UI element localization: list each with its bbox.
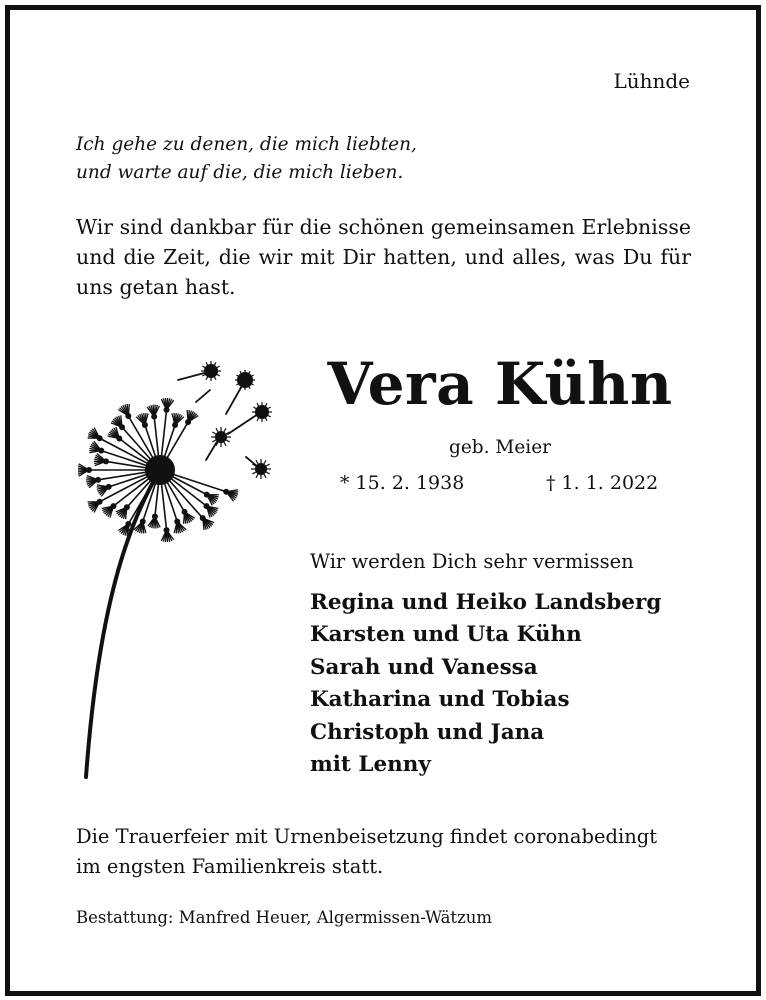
death-date: † 1. 1. 2022 — [546, 472, 659, 494]
mourner: mit Lenny — [310, 752, 431, 778]
funeral-line-1: Die Trauerfeier mit Urnenbeisetzung findet coronabedingt — [76, 825, 658, 848]
mourners-list — [310, 587, 661, 781]
funeral-note — [76, 822, 696, 882]
thanks-text: Wir sind dankbar für die schönen gemeinsamen Erlebnisse und die Zeit, die wir mit Dir hatten, und alles, was Du für uns getan hast. — [76, 215, 691, 299]
maiden-name: geb. Meier — [449, 437, 551, 458]
undertaker-note: Bestattung: Manfred Heuer, Algermissen-Wätzum — [76, 908, 493, 927]
mourner: Karsten und Uta Kühn — [310, 622, 582, 648]
memorial-quote — [76, 131, 417, 187]
mourner: Christoph und Jana — [310, 719, 545, 745]
mourner: Sarah und Vanessa — [310, 654, 538, 680]
birth-date: * 15. 2. 1938 — [340, 472, 465, 494]
mourner: Katharina und Tobias — [310, 687, 570, 713]
miss-text: Wir werden Dich sehr vermissen — [310, 550, 634, 573]
funeral-line-2: im engsten Familienkreis statt. — [76, 855, 384, 878]
thanks-paragraph — [76, 212, 691, 302]
dandelion-icon — [78, 352, 288, 782]
quote-line-1: Ich gehe zu denen, die mich liebten, — [76, 134, 417, 155]
quote-line-2: und warte auf die, die mich lieben. — [76, 162, 404, 183]
deceased-name: Vera Kühn — [327, 350, 673, 418]
location-label: Lühnde — [613, 69, 690, 93]
mourner: Regina und Heiko Landsberg — [310, 590, 662, 615]
